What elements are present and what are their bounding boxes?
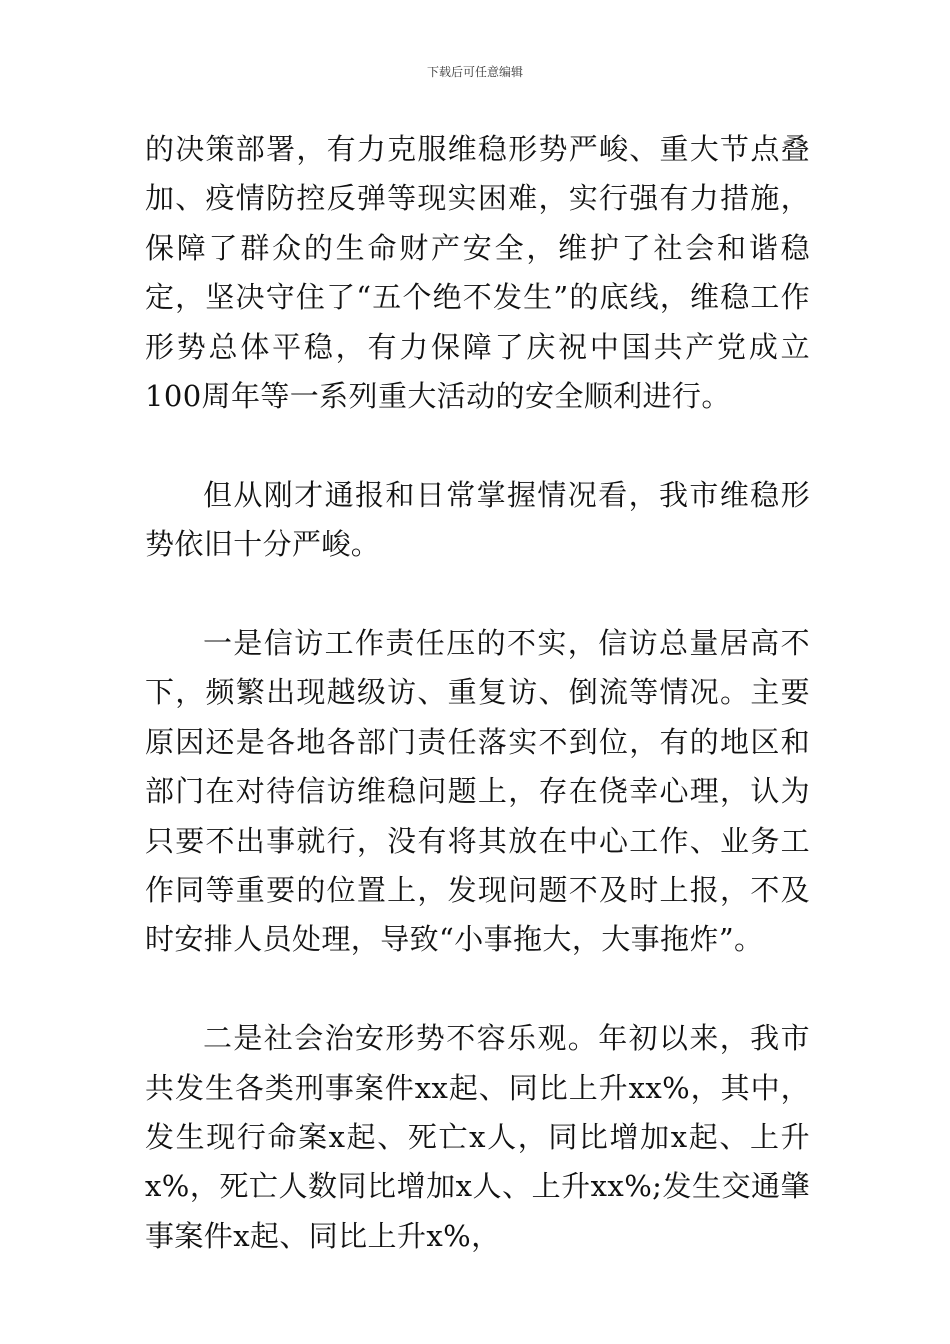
document-body — [145, 125, 810, 1261]
paragraph-1: 的决策部署，有力克服维稳形势严峻、重大节点叠加、疫情防控反弹等现实困难，实行强有力措施，保障了群众的生命财产安全，维护了社会和谐稳定，坚决守住了“五个绝不发生”的底线，维稳工作形势总体平稳，有力保障了庆祝中国共产党成立100周年等一系列重大活动的安全顺利进行。 — [145, 132, 810, 414]
paragraph-gap — [145, 421, 810, 470]
page-header: 下载后可任意编辑 — [426, 65, 523, 79]
paragraph-gap — [145, 570, 810, 619]
paragraph-gap — [145, 965, 810, 1014]
paragraph-4: 二是社会治安形势不容乐观。年初以来，我市共发生各类刑事案件xx起、同比上升xx%，其中，发生现行命案x起、死亡x人，同比增加x起、上升x%，死亡人数同比增加x人、上升xx%;发生交通肇事案件x起、同比上升x%， — [145, 1021, 810, 1253]
paragraph-2: 但从刚才通报和日常掌握情况看，我市维稳形势依旧十分严峻。 — [145, 477, 810, 562]
paragraph-3: 一是信访工作责任压的不实，信访总量居高不下，频繁出现越级访、重复访、倒流等情况。主要原因还是各地各部门责任落实不到位，有的地区和部门在对待信访维稳问题上，存在侥幸心理，认为只要不出事就行，没有将其放在中心工作、业务工作同等重要的位置上，发现问题不及时上报，不及时安排人员处理，导致“小事拖大，大事拖炸”。 — [145, 626, 810, 957]
